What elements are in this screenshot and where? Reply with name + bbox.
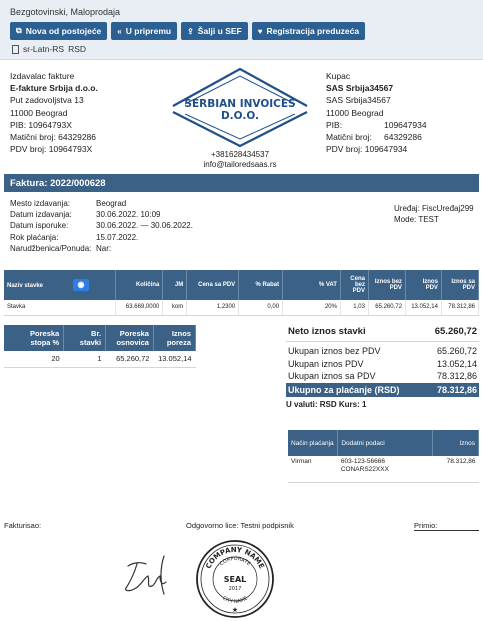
language-code: sr-Latn-RS: [23, 44, 65, 54]
detail-value: 15.07.2022.: [96, 232, 139, 242]
issuer-mb: Matični broj: 64329286: [10, 132, 97, 143]
payment-cell: 603-123-56666 CONARS22XXX: [338, 456, 433, 482]
buyer-pib-label: PIB:: [326, 119, 343, 130]
send-to-sef-button[interactable]: [181, 22, 248, 40]
action-buttons: [10, 22, 365, 40]
detail-label: Datum isporuke:: [10, 221, 69, 231]
issuer-pib: PIB: 10964793X: [10, 119, 72, 130]
back-icon: «: [117, 26, 122, 36]
payment-cell: Virman: [288, 456, 338, 482]
total-value: 13.052,14: [436, 358, 477, 369]
net-total-value: 65.260,72: [434, 326, 477, 337]
svg-text:2017: 2017: [228, 586, 242, 592]
issuer-city: 11000 Beograd: [10, 107, 68, 118]
column-header: Poreska osnovica: [106, 325, 154, 351]
buyer-heading: Kupac: [326, 71, 351, 81]
tax-cell: 13.052,14: [153, 351, 195, 367]
detail-value: 30.06.2022. — 30.06.2022.: [96, 221, 193, 231]
new-from-existing-label: Nova od postojeće: [25, 26, 102, 36]
column-header: Količina: [116, 270, 163, 300]
total-label: Ukupan iznos sa PDV: [288, 371, 376, 382]
company-seal: [194, 538, 276, 620]
buyer-name: SAS Srbija34567: [326, 83, 394, 94]
buyer-mb-value: 64329286: [384, 132, 422, 143]
detail-value: Nar:: [96, 243, 112, 253]
tax-cell: 1: [64, 351, 106, 367]
net-total-row: [286, 322, 479, 342]
detail-label: Datum izdavanja:: [10, 210, 72, 220]
device-name: Uređaj: FiscUređaj299: [394, 204, 474, 213]
issued-by-label: Fakturisao:: [4, 521, 42, 530]
company-contact: [165, 150, 315, 169]
item-cell: 1,2300: [187, 300, 239, 315]
column-header: Poreska stopa %: [4, 325, 64, 351]
company-phone: +381628434537: [210, 150, 270, 159]
tax-cell: 20: [4, 351, 64, 367]
register-company-label: Registracija preduzeća: [266, 26, 360, 36]
column-header: Iznos poreza: [153, 325, 195, 351]
item-cell: 65.260,72: [368, 300, 405, 315]
amount-due-row: [286, 383, 479, 397]
device-mode: Mode: TEST: [394, 214, 439, 224]
svg-text:CORPORATE: CORPORATE: [218, 555, 252, 568]
buyer-city: 11000 Beograd: [326, 107, 384, 118]
item-cell: 13.052,14: [405, 300, 441, 315]
payment-cell: 78.312,86: [433, 456, 479, 482]
device-info: [394, 204, 474, 225]
total-value: 78.312,86: [436, 371, 477, 382]
new-from-existing-button[interactable]: [10, 22, 107, 40]
issuer-block: [10, 70, 98, 155]
issuer-heading: Izdavalac fakture: [10, 71, 75, 81]
total-value: 65.260,72: [436, 346, 477, 357]
column-header: JM: [163, 270, 187, 300]
table-row: [4, 351, 196, 367]
issuer-name: E-fakture Srbija d.o.o.: [10, 83, 98, 94]
column-header: Iznos sa PDV: [441, 270, 478, 300]
item-cell: Stavka: [4, 300, 116, 315]
total-label: Ukupan iznos bez PDV: [288, 346, 381, 357]
column-header: Cena bez PDV: [340, 270, 368, 300]
buyer-block: [326, 70, 427, 155]
buyer-subname: SAS Srbija34567: [326, 95, 391, 106]
item-cell: kom: [163, 300, 187, 315]
to-draft-button[interactable]: [111, 22, 177, 40]
eye-icon[interactable]: ◉: [73, 279, 89, 291]
copy-icon: ⧉: [16, 26, 22, 35]
svg-text:COMPANY NAME: COMPANY NAME: [204, 545, 266, 570]
detail-label: Mesto izdavanja:: [10, 199, 71, 208]
detail-value: Beograd: [96, 199, 127, 208]
upload-icon: ⇪: [187, 26, 194, 36]
tax-summary-table: [4, 325, 196, 368]
column-header: Naziv stavke ◉: [4, 270, 116, 300]
column-header: Br. stavki: [64, 325, 106, 351]
payment-mode-label: Bezgotovinski, Maloprodaja: [10, 7, 121, 17]
totals-block: [286, 322, 479, 409]
item-cell: 0,00: [239, 300, 283, 315]
item-cell: 1,03: [340, 300, 368, 315]
total-row: [286, 345, 479, 358]
column-header: Cena sa PDV: [187, 270, 239, 300]
items-table: [4, 270, 479, 316]
column-header: Iznos PDV: [405, 270, 441, 300]
detail-value: 30.06.2022. 10:09: [96, 210, 161, 220]
toolbar: [0, 0, 483, 60]
svg-text:SEAL: SEAL: [223, 575, 247, 584]
column-header: Način plaćanja: [288, 430, 338, 456]
logo-text: SERBIAN INVOICES D.O.O.: [184, 98, 296, 122]
heart-icon: ♥: [257, 26, 263, 36]
responsible-person-label: Odgovorno lice: Testni podpisnik: [186, 521, 294, 530]
issuer-pdv: PDV broj: 10964793X: [10, 144, 93, 155]
language-info: [12, 44, 86, 54]
register-company-button[interactable]: [252, 22, 365, 40]
received-by-label: Primio:: [414, 521, 479, 531]
document-icon: [12, 45, 19, 54]
invoice-details: [10, 198, 193, 254]
buyer-pib-value: 109647934: [384, 119, 427, 130]
total-row: [286, 370, 479, 383]
total-label: Ukupan iznos PDV: [288, 358, 364, 369]
svg-text:★: ★: [231, 607, 239, 614]
company-logo: [165, 66, 315, 148]
company-email: info@tailoredsaas.rs: [203, 159, 277, 169]
detail-label: Rok plaćanja:: [10, 232, 59, 242]
total-row: [286, 358, 479, 371]
item-cell: 63.669,0000: [116, 300, 163, 315]
column-header: % Rabat: [239, 270, 283, 300]
currency-code: RSD: [68, 44, 87, 54]
amount-due-label: Ukupno za plaćanje (RSD): [288, 384, 400, 395]
buyer-mb-label: Matični broj:: [326, 132, 372, 143]
payment-table: [288, 430, 479, 483]
invoice-title: Faktura: 2022/000628: [4, 174, 479, 192]
net-total-label: Neto iznos stavki: [288, 326, 366, 337]
handwritten-signature: [120, 548, 180, 598]
column-header: Iznos: [433, 430, 479, 456]
detail-label: Narudžbenica/Ponuda:: [10, 243, 92, 253]
to-draft-label: U pripremu: [125, 26, 172, 36]
table-row: [4, 300, 479, 315]
svg-text:CITY NAME: CITY NAME: [221, 595, 249, 606]
currency-line: U valuti: RSD Kurs: 1: [286, 399, 367, 409]
table-row: [288, 456, 479, 482]
issuer-street: Put zadovoljstva 13: [10, 95, 84, 106]
buyer-pdv: PDV broj: 109647934: [326, 144, 408, 155]
item-cell: 20%: [283, 300, 341, 315]
tax-cell: 65.260,72: [106, 351, 154, 367]
amount-due-value: 78.312,86: [436, 384, 477, 395]
item-cell: 78.312,86: [441, 300, 478, 315]
column-header: Iznos bez PDV: [368, 270, 405, 300]
column-header: % VAT: [283, 270, 341, 300]
column-header: Dodatni podaci: [338, 430, 433, 456]
send-to-sef-label: Šalji u SEF: [197, 26, 242, 36]
